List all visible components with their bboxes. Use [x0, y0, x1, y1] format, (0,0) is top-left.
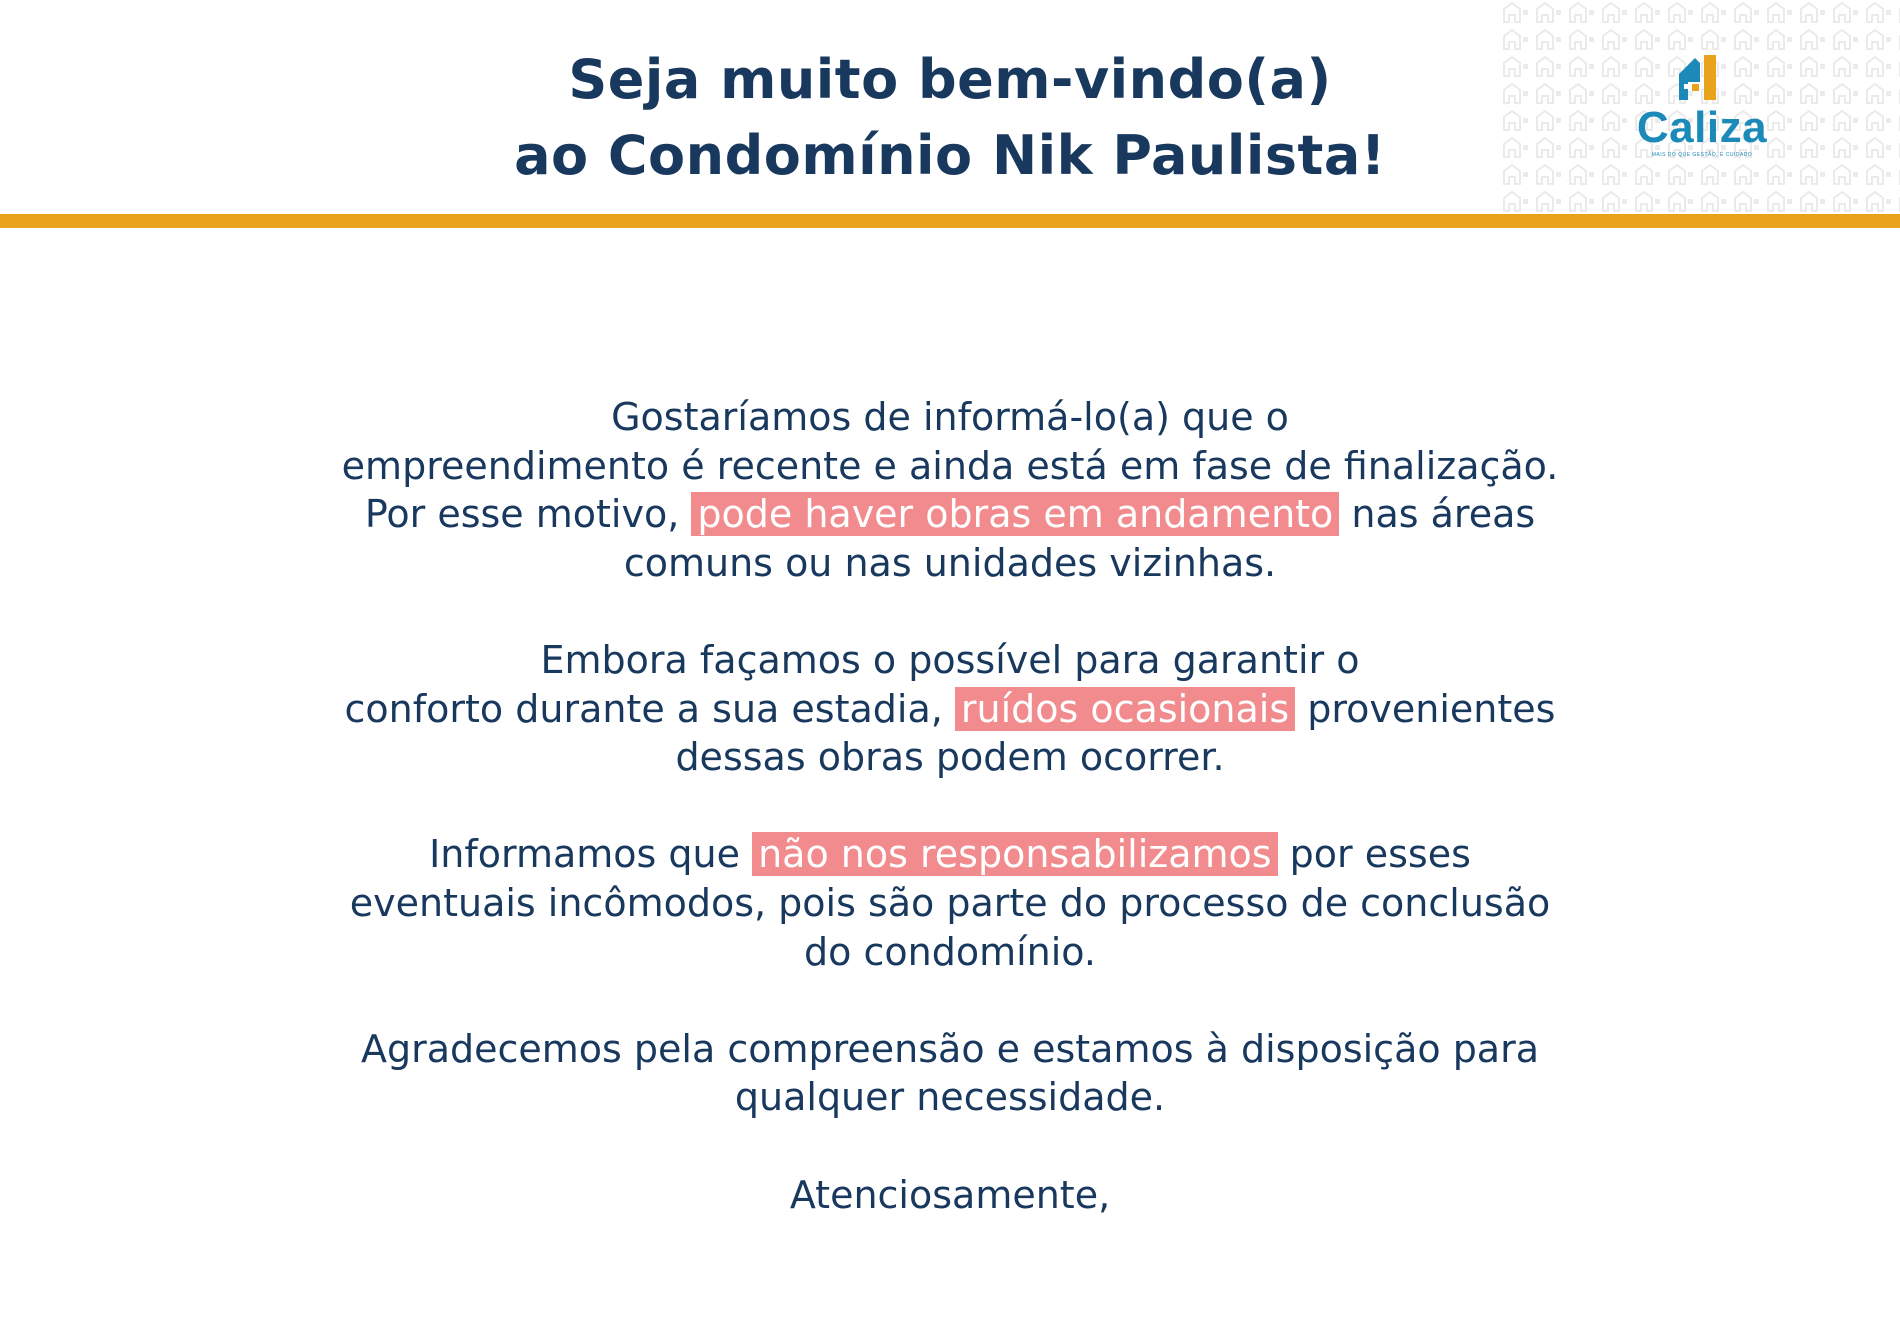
paragraph-gap [230, 587, 1670, 636]
text-segment: por esses [1277, 832, 1471, 877]
header-divider [0, 214, 1900, 228]
caliza-logo [1622, 50, 1782, 160]
paragraph-1-line-2: empreendimento é recente e ainda está em fase de finalização. [341, 443, 1559, 488]
paragraph-gap [230, 1122, 1670, 1171]
page-title [395, 42, 1505, 194]
highlight-obras: pode haver obras em andamento [691, 492, 1339, 536]
paragraph-1-line-4: comuns ou nas unidades vizinhas. [623, 540, 1277, 585]
paragraph-2-line-3: dessas obras podem ocorrer. [675, 735, 1225, 780]
paragraph-2-line-2 [230, 685, 1670, 734]
paragraph-3-line-3: do condomínio. [804, 929, 1096, 974]
header [0, 0, 1900, 214]
text-segment: nas áreas [1339, 492, 1536, 537]
paragraph-4-line-1: Agradecemos pela compreensão e estamos à disposição para [360, 1026, 1540, 1071]
text-segment: conforto durante a sua estadia, [344, 686, 955, 731]
paragraph-gap [230, 976, 1670, 1025]
logo-tagline: MAIS DO QUE GESTÃO, É CUIDADO [1651, 152, 1753, 158]
paragraph-3-line-2: eventuais incômodos, pois são parte do processo de conclusão [349, 880, 1551, 925]
paragraph-2-line-1: Embora façamos o possível para garantir o [540, 637, 1360, 682]
text-segment: Informamos que [429, 832, 753, 877]
title-line-1: Seja muito bem-vindo(a) [568, 48, 1332, 111]
highlight-ruidos: ruídos ocasionais [955, 687, 1295, 731]
title-line-2: ao Condomínio Nik Paulista! [514, 124, 1386, 187]
paragraph-gap [230, 782, 1670, 831]
paragraph-1-line-3 [230, 490, 1670, 539]
logo-wordmark: Caliza [1636, 103, 1768, 152]
highlight-responsabilidade: não nos responsabilizamos [752, 832, 1278, 876]
paragraph-1-line-1: Gostaríamos de informá-lo(a) que o [611, 395, 1289, 439]
text-segment: Por esse motivo, [364, 492, 692, 537]
paragraph-3-line-1 [230, 830, 1670, 879]
message-body [230, 393, 1670, 1219]
paragraph-4-line-2: qualquer necessidade. [734, 1075, 1166, 1120]
house-logo-icon [1622, 50, 1782, 106]
closing-text: Atenciosamente, [789, 1172, 1111, 1217]
text-segment: provenientes [1295, 686, 1556, 731]
